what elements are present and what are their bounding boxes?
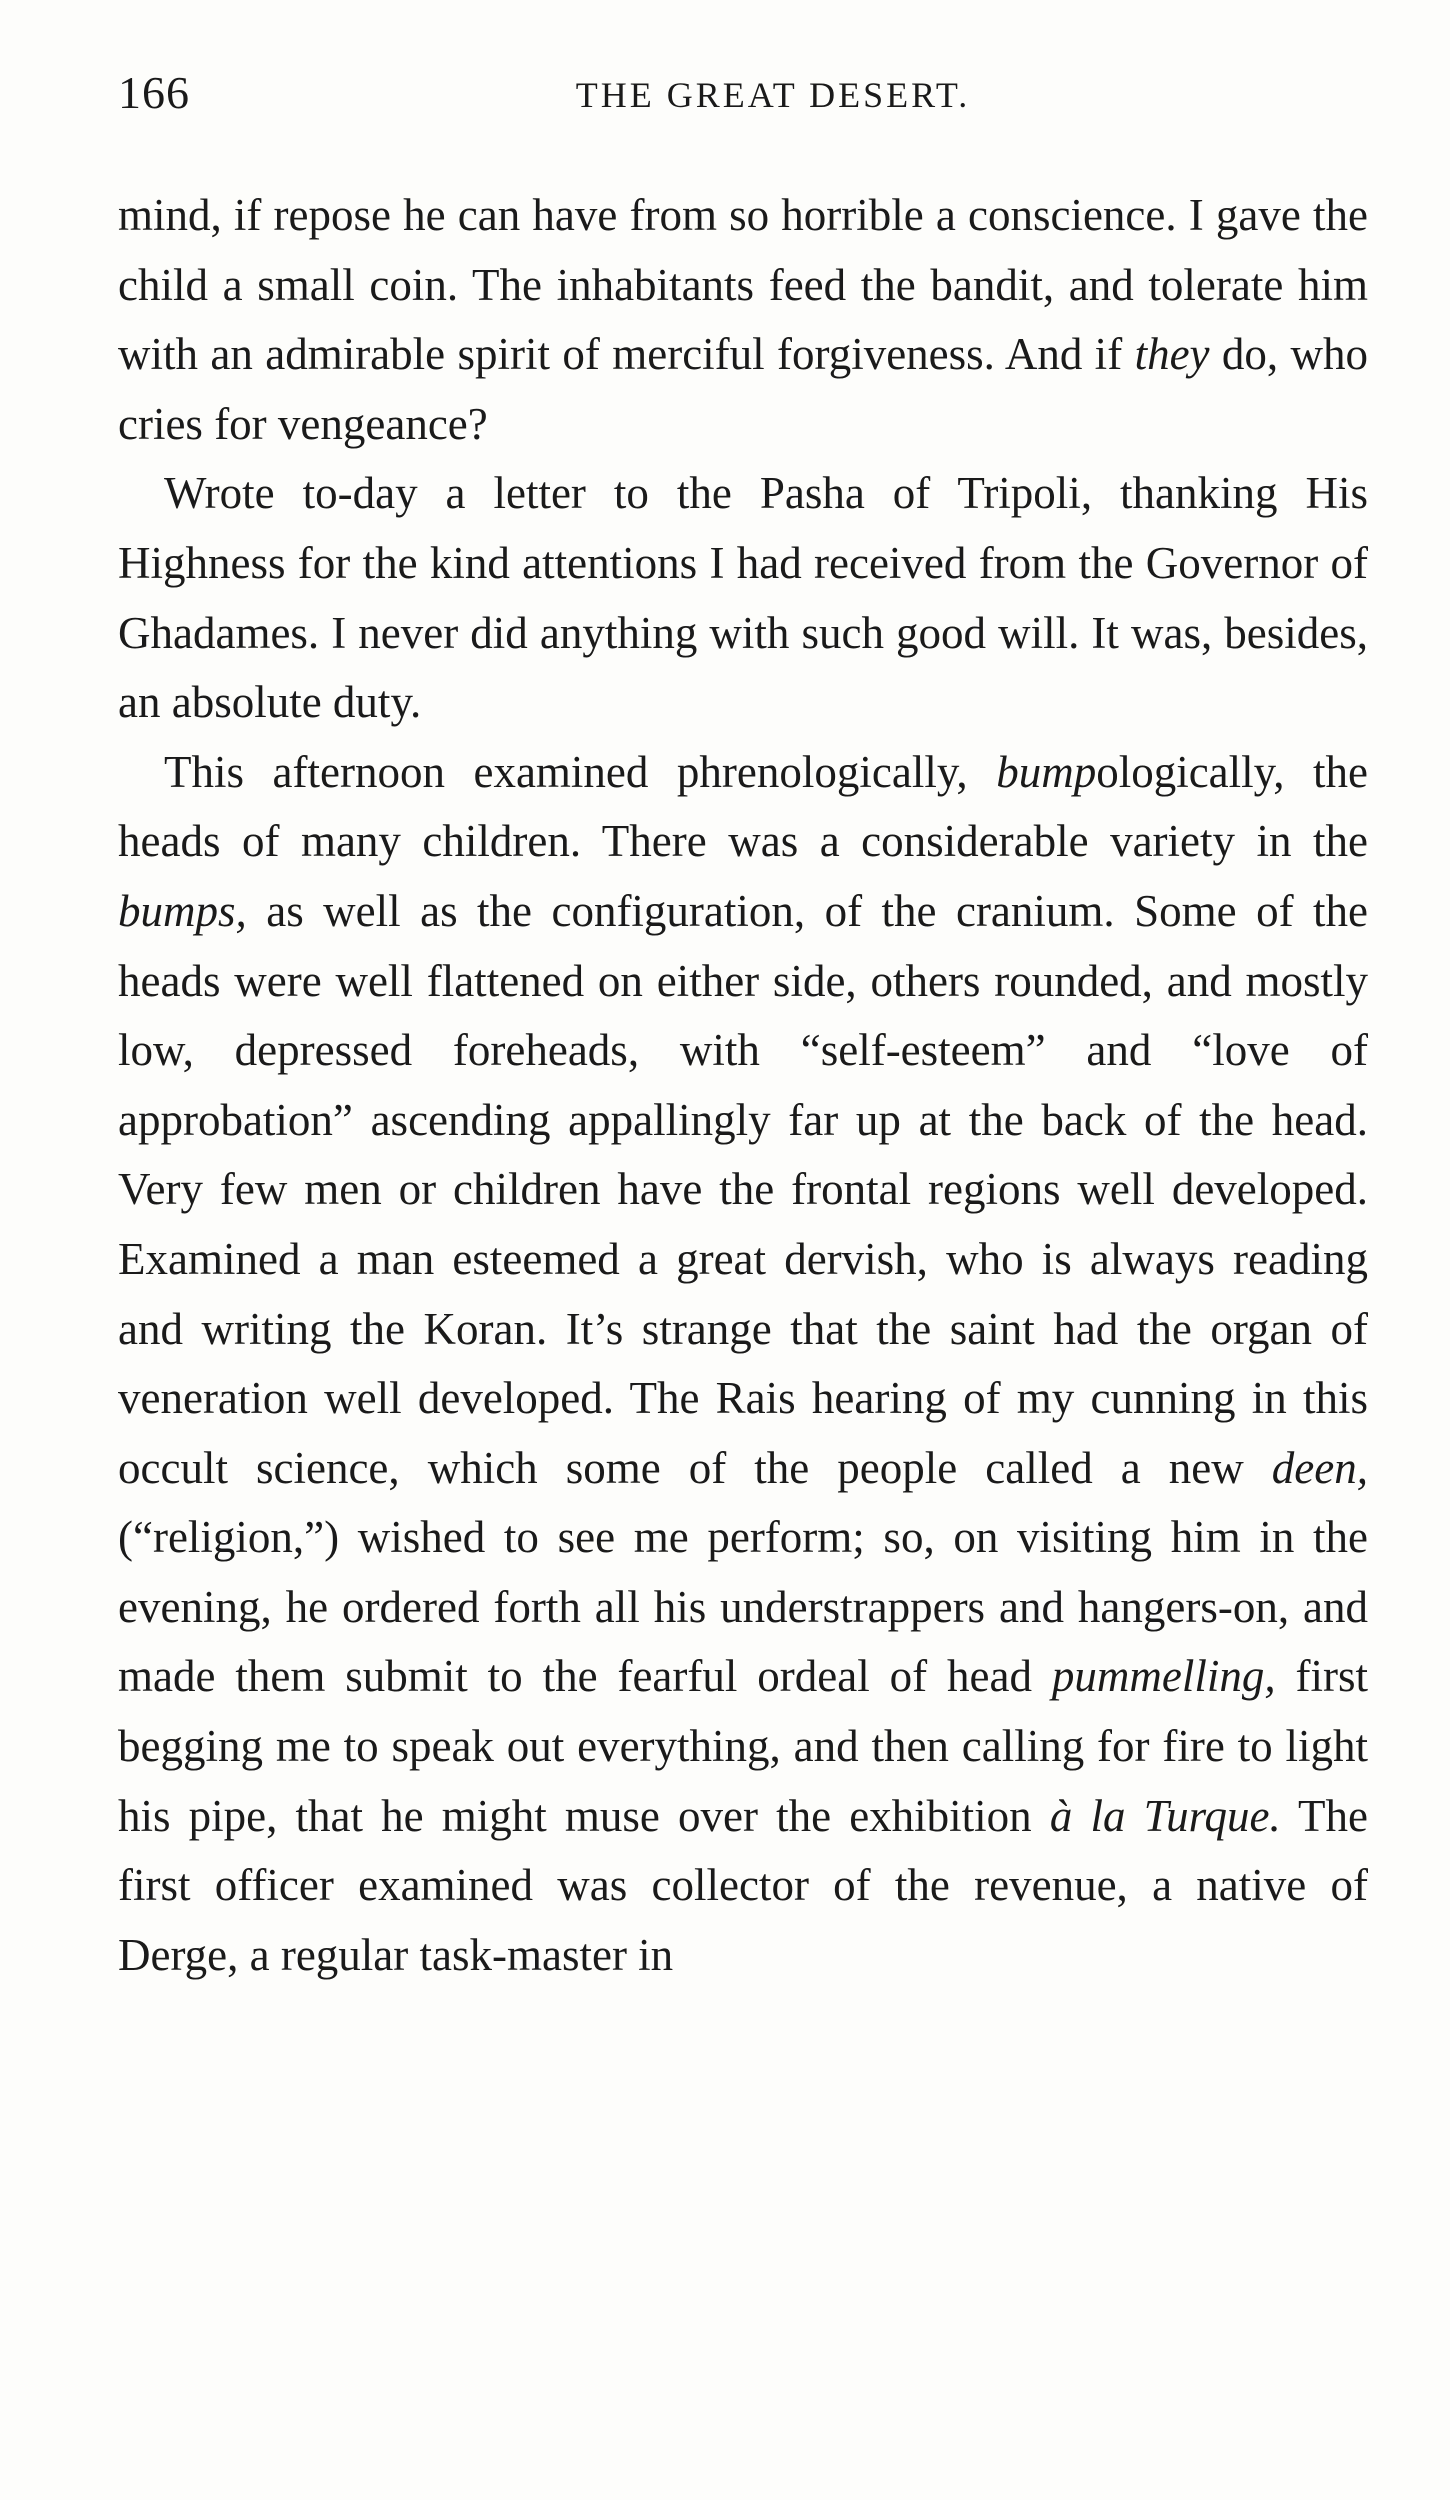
text-run: as well as the configuration, of the cranium. Some of the heads were well flattened on either side, others rounded, and mostly low, depressed foreheads, with “self-esteem” and “love of approbation” ascending appallingly far up at the back of the head. Very few men or children have the frontal regions well developed. Examined a man esteemed a great dervish, who is always reading and writing the Koran. It’s strange that the saint had the organ of veneration well developed. The Rais hearing of my cunning in this occult science, which some of the people called a new [118, 885, 1368, 1493]
body-text [118, 181, 1368, 1990]
italic-text: à la Turque. [1049, 1790, 1281, 1841]
italic-text: pummelling, [1051, 1651, 1276, 1702]
text-run: (“religion,”) wished to see me perform; so, on visiting him in the evening, he ordered forth all his understrappers and hangers-on, and made them submit to the fearful ordeal of head [118, 1512, 1368, 1702]
text-run: ologically, the heads of many children. There was a considerable variety in the [118, 746, 1368, 867]
page-header [118, 66, 1368, 126]
italic-text: bumps, [118, 885, 247, 936]
text-run: mind, if repose he can have from so horrible a conscience. I gave the child a small coin. The inhabitants feed the bandit, and tolerate him with an admirable spirit of merciful forgiveness. And if [118, 190, 1368, 380]
paragraph [118, 459, 1368, 737]
paragraph [118, 181, 1368, 459]
book-page [118, 66, 1368, 1990]
text-run: Wrote to-day a letter to the Pasha of Tripoli, thanking His Highness for the kind attentions I had received from the Governor of Ghadames. I never did anything with such good will. It was, besides, an absolute duty. [118, 468, 1368, 728]
italic-text: bump [996, 746, 1097, 797]
text-run: This afternoon examined phrenologically, [164, 746, 997, 797]
italic-text: deen, [1271, 1442, 1368, 1493]
text-run: first begging me to speak out everything, and then calling for fire to light his pipe, that he might muse over the exhibition [118, 1651, 1368, 1841]
text-run: do, who cries for vengeance? [118, 329, 1369, 449]
italic-text: they [1134, 329, 1210, 380]
paragraph [118, 738, 1368, 1991]
text-run: The first officer examined was collector of the revenue, a native of Derge, a regular task-master in [118, 1790, 1368, 1980]
page-number: 166 [118, 67, 190, 118]
running-title: THE GREAT DESERT. [575, 75, 971, 115]
